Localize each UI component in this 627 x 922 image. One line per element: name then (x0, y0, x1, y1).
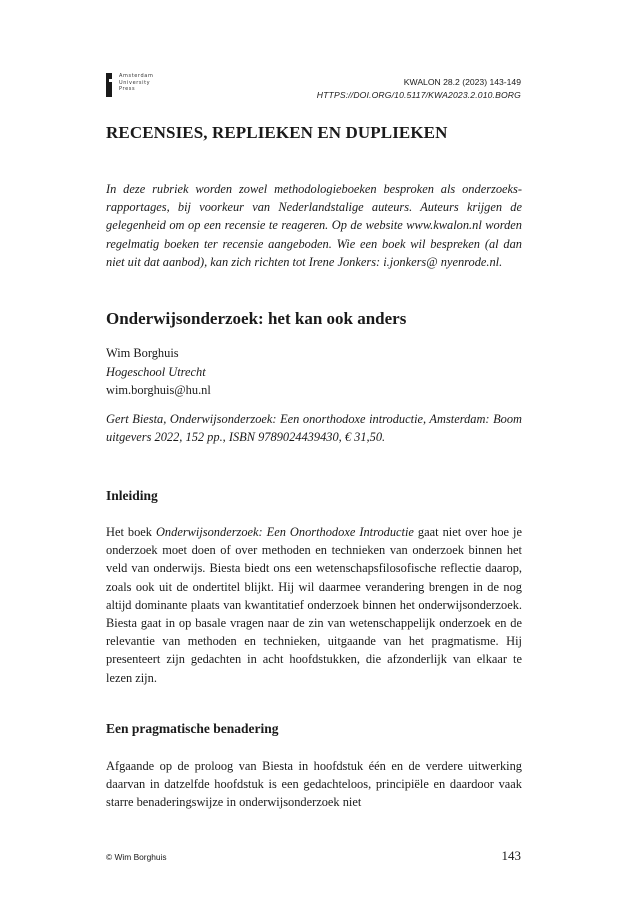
heading-pragmatische-benadering: Een pragmatische benadering (106, 720, 279, 736)
publisher-logo (106, 73, 153, 97)
doi-link[interactable]: HTTPS://DOI.ORG/10.5117/KWA2023.2.010.BORG (316, 89, 521, 100)
publisher-name-line: University (119, 79, 151, 86)
section-intro: In deze rubriek worden zowel methodologieboeken besproken als onderzoeksrapportages, bij voorkeur van Nederlandstalige auteurs. Auteurs krijgen de gelegenheid om op een recensie te reageren. Op de website www.kwalon.nl worden regelmatig boeken ter recensie aangeboden. Wie een boek wil bespreken (al dan niet uit dat aanbod), kan zich richten tot Irene Jonkers: i.jonkers@ nyenrode.nl. (106, 182, 522, 269)
main-content (106, 121, 522, 811)
journal-citation: KWALON 28.2 (2023) 143-149 (403, 77, 521, 87)
book-title: Onderwijsonderzoek: Een Onorthodoxe Introductie (155, 524, 414, 539)
author-block (106, 344, 522, 400)
section-title: RECENSIES, REPLIEKEN EN DUPLIEKEN (106, 123, 448, 142)
book-reference: Gert Biesta, Onderwijsonderzoek: Een onorthodoxe introductie, Amsterdam: Boom uitgevers 2022, 152 pp., ISBN 9789024439430, € 31,50. (106, 411, 522, 444)
paragraph-text: gaat niet over hoe je onderzoek moet doen of over methoden en technieken van onderzoek binnen het veld van onderwijs. Biesta biedt ons een wetenschapsfilosofische reflectie daarop, zoals ook uit de ondertitel blijkt. Hij wil daarmee verandering brengen in de nog altijd dominante plaats van kwantitatief onderzoek binnen het onderwijsonderzoek. Biesta gaat in op basale vragen naar de zin van wetenschappelijk onderzoek en de relevantie van methoden en technieken, uitgaande van het pragmatisme. Hij presenteert zijn gedachten in acht hoofdstukken, die afzonderlijk van elkaar te lezen zijn. (106, 524, 522, 685)
running-header (317, 76, 521, 101)
paragraph-inleiding (106, 523, 522, 687)
heading-inleiding: Inleiding (106, 487, 158, 503)
publisher-name (119, 73, 153, 93)
aup-logo-icon (106, 73, 112, 97)
publisher-name-line: Amsterdam (119, 73, 154, 79)
author-email[interactable]: wim.borghuis@hu.nl (106, 383, 211, 398)
copyright-notice: © Wim Borghuis (106, 852, 167, 862)
paragraph-text: Het boek (106, 524, 156, 539)
author-name: Wim Borghuis (106, 346, 179, 361)
publisher-name-line: Press (119, 86, 136, 92)
author-affiliation: Hogeschool Utrecht (106, 364, 206, 379)
paragraph-pragmatische-benadering: Afgaande op de proloog van Biesta in hoofdstuk één en de verdere uitwerking daarvan in datzelfde hoofdstuk is een gedachteloos, principiële en daardoor vaak starre benaderingswijze in onderwijsonderzoek niet (106, 758, 522, 810)
page-number: 143 (501, 848, 521, 863)
article-title: Onderwijsonderzoek: het kan ook anders (106, 309, 407, 329)
